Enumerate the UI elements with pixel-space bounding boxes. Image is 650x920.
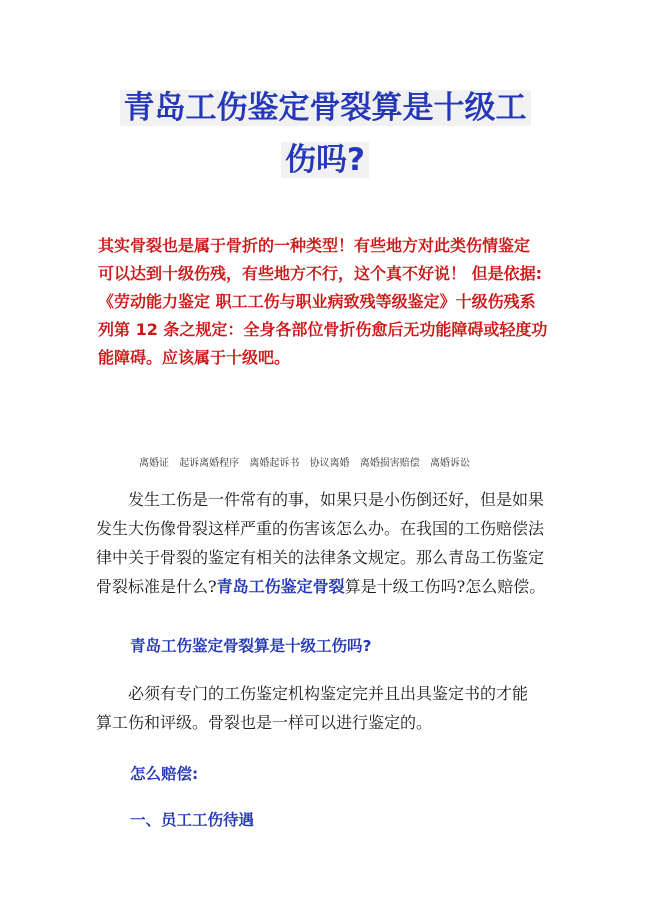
paragraph-line: 发生工伤是一件常有的事，如果只是小伤倒还好，但是如果: [128, 490, 545, 509]
paragraph-line: 必须有专门的工伤鉴定机构鉴定完并且出具鉴定书的才能: [128, 684, 529, 703]
tag-link[interactable]: 离婚损害赔偿: [359, 458, 420, 469]
inline-link[interactable]: 青岛工伤鉴定骨裂: [216, 577, 345, 596]
tag-link[interactable]: 起诉离婚程序: [179, 458, 240, 469]
section-heading-2: 怎么赔偿:: [130, 765, 199, 783]
tag-link[interactable]: 离婚起诉书: [249, 458, 300, 469]
summary-line: 列第 12 条之规定：全身各部位骨折伤愈后无功能障碍或轻度功: [98, 320, 548, 339]
title-line-2: 伤吗?: [281, 142, 369, 178]
section-heading-1: 青岛工伤鉴定骨裂算是十级工伤吗?: [130, 637, 372, 655]
paragraph-text: 骨裂标准是什么?: [96, 577, 217, 596]
body-paragraph-2: [96, 679, 556, 737]
title-line-1: 青岛工伤鉴定骨裂算是十级工: [120, 90, 531, 126]
tag-link[interactable]: 离婚诉讼: [429, 458, 470, 469]
related-tags: [139, 454, 539, 469]
paragraph-line: 发生大伤像骨裂这样严重的伤害该怎么办。在我国的工伤赔偿法: [96, 519, 545, 538]
section-heading-3: 一、员工工伤待遇: [130, 811, 255, 829]
tag-link[interactable]: 离婚证: [139, 458, 169, 469]
body-paragraph-1: [96, 485, 556, 601]
tag-link[interactable]: 协议离婚: [309, 458, 350, 469]
summary-line: 其实骨裂也是属于骨折的一种类型！有些地方对此类伤情鉴定: [98, 236, 531, 255]
paragraph-text: 算是十级工伤吗?怎么赔偿。: [344, 577, 546, 596]
paragraph-line: [96, 572, 556, 601]
page-title: [95, 82, 555, 186]
summary-line: 可以达到十级伤残，有些地方不行，这个真不好说！ 但是依据:: [98, 264, 542, 283]
summary-paragraph: [98, 232, 548, 372]
summary-line: 《劳动能力鉴定 职工工伤与职业病致残等级鉴定》十级伤残系: [98, 292, 536, 311]
paragraph-line: 算工伤和评级。骨裂也是一样可以进行鉴定的。: [96, 713, 433, 732]
paragraph-line: 律中关于骨裂的鉴定有相关的法律条文规定。那么青岛工伤鉴定: [96, 548, 545, 567]
summary-line: 能障碍。应该属于十级吧。: [98, 348, 291, 367]
